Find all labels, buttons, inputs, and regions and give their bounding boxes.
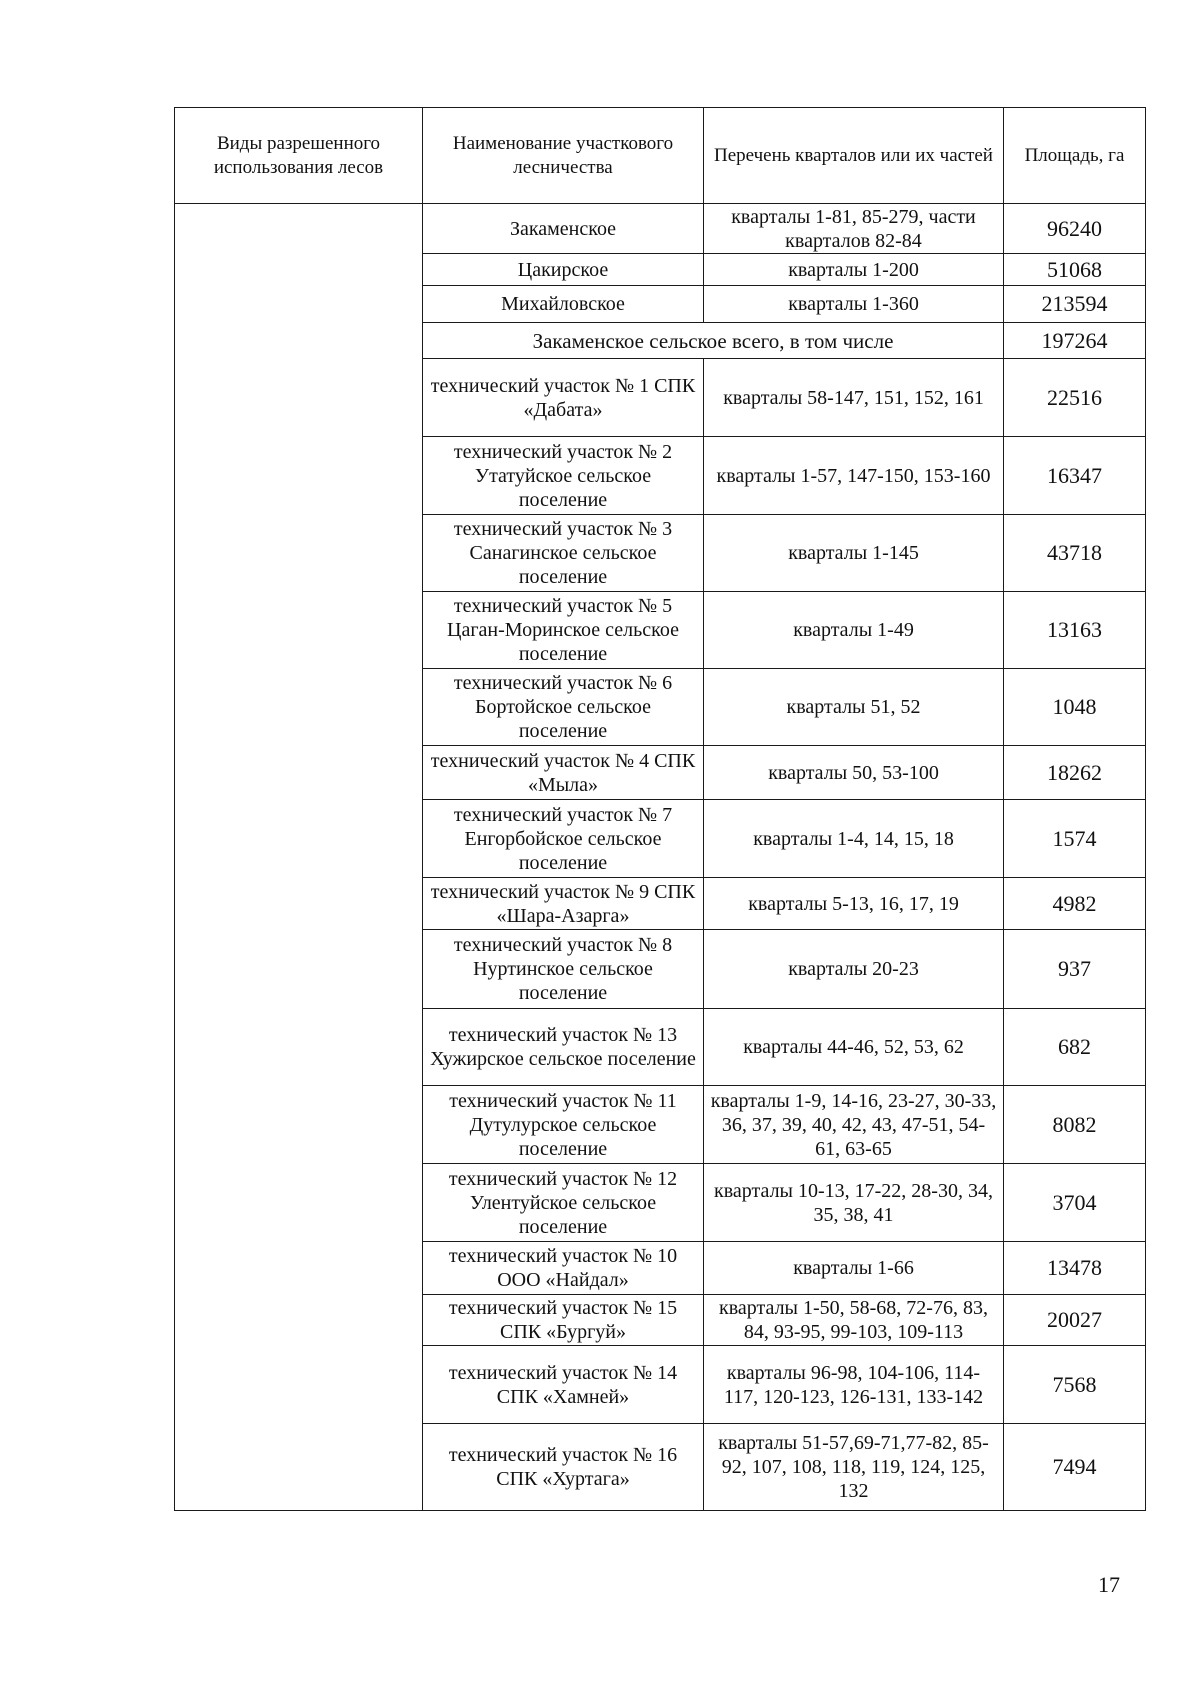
forest-use-table [174,107,1146,1511]
forestry-name: технический участок № 11 Дутулурское сельское поселение [423,1086,704,1164]
forestry-name: технический участок № 6 Бортойское сельское поселение [423,669,704,746]
area-value: 43718 [1004,515,1146,592]
forestry-name: технический участок № 2 Утатуйское сельское поселение [423,437,704,515]
area-value: 96240 [1004,204,1146,254]
page-number: 17 [1098,1572,1120,1597]
area-value: 51068 [1004,254,1146,286]
forestry-name: технический участок № 9 СПК «Шара-Азарга» [423,878,704,930]
header-area: Площадь, га [1004,108,1146,204]
area-value: 4982 [1004,878,1146,930]
quarters-list: кварталы 1-4, 14, 15, 18 [704,800,1004,878]
area-value: 13163 [1004,592,1146,669]
forestry-name: Цакирское [423,254,704,286]
header-usage: Виды разрешенного использования лесов [175,108,423,204]
quarters-list: кварталы 1-9, 14-16, 23-27, 30-33, 36, 37, 39, 40, 42, 43, 47-51, 54-61, 63-65 [704,1086,1004,1164]
quarters-list: кварталы 10-13, 17-22, 28-30, 34, 35, 38, 41 [704,1164,1004,1242]
forestry-name: технический участок № 1 СПК «Дабата» [423,359,704,437]
forestry-name: технический участок № 10 ООО «Найдал» [423,1242,704,1295]
quarters-list: кварталы 51-57,69-71,77-82, 85-92, 107, 108, 118, 119, 124, 125, 132 [704,1424,1004,1511]
area-value: 682 [1004,1009,1146,1086]
area-value: 22516 [1004,359,1146,437]
forestry-name: технический участок № 5 Цаган-Моринское сельское поселение [423,592,704,669]
quarters-list: кварталы 20-23 [704,930,1004,1009]
quarters-list: кварталы 1-57, 147-150, 153-160 [704,437,1004,515]
quarters-list: кварталы 58-147, 151, 152, 161 [704,359,1004,437]
forestry-name: технический участок № 15 СПК «Бургуй» [423,1295,704,1346]
area-value: 16347 [1004,437,1146,515]
quarters-list: кварталы 1-81, 85-279, части кварталов 82-84 [704,204,1004,254]
forestry-name: технический участок № 14 СПК «Хамней» [423,1346,704,1424]
forestry-name: технический участок № 8 Нуртинское сельское поселение [423,930,704,1009]
quarters-list: кварталы 96-98, 104-106, 114-117, 120-123, 126-131, 133-142 [704,1346,1004,1424]
quarters-list: кварталы 1-49 [704,592,1004,669]
area-value: 20027 [1004,1295,1146,1346]
table-header-row [175,108,1146,204]
area-value: 13478 [1004,1242,1146,1295]
area-value: 1048 [1004,669,1146,746]
forestry-name: технический участок № 4 СПК «Мыла» [423,746,704,800]
quarters-list: кварталы 51, 52 [704,669,1004,746]
area-value: 8082 [1004,1086,1146,1164]
area-value: 3704 [1004,1164,1146,1242]
usage-type-cell [175,204,423,1511]
forestry-name: технический участок № 12 Улентуйское сельское поселение [423,1164,704,1242]
quarters-list: кварталы 1-145 [704,515,1004,592]
area-value: 18262 [1004,746,1146,800]
forestry-name: Закаменское [423,204,704,254]
area-value: 937 [1004,930,1146,1009]
quarters-list: кварталы 1-50, 58-68, 72-76, 83, 84, 93-95, 99-103, 109-113 [704,1295,1004,1346]
header-forestry: Наименование участкового лесничества [423,108,704,204]
quarters-list: кварталы 1-66 [704,1242,1004,1295]
forestry-total-label: Закаменское сельское всего, в том числе [423,323,1004,359]
forestry-name: Михайловское [423,286,704,323]
forestry-name: технический участок № 3 Санагинское сельское поселение [423,515,704,592]
quarters-list: кварталы 1-200 [704,254,1004,286]
forestry-name: технический участок № 13 Хужирское сельское поселение [423,1009,704,1086]
quarters-list: кварталы 50, 53-100 [704,746,1004,800]
area-value: 197264 [1004,323,1146,359]
area-value: 1574 [1004,800,1146,878]
quarters-list: кварталы 5-13, 16, 17, 19 [704,878,1004,930]
quarters-list: кварталы 44-46, 52, 53, 62 [704,1009,1004,1086]
header-quarters: Перечень кварталов или их частей [704,108,1004,204]
area-value: 213594 [1004,286,1146,323]
table-row [175,204,1146,254]
area-value: 7568 [1004,1346,1146,1424]
area-value: 7494 [1004,1424,1146,1511]
quarters-list: кварталы 1-360 [704,286,1004,323]
forestry-name: технический участок № 7 Енгорбойское сельское поселение [423,800,704,878]
forestry-name: технический участок № 16 СПК «Хуртага» [423,1424,704,1511]
